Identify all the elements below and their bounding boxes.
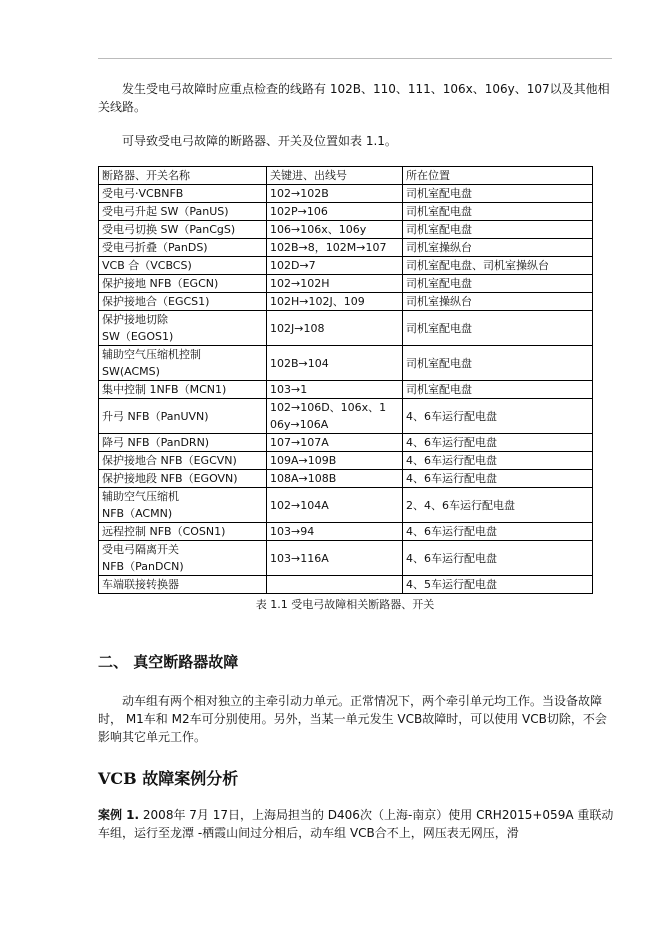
cell-location: 4、6车运行配电盘 (403, 434, 593, 452)
cell-name: 辅助空气压缩机控制 SW(ACMS) (99, 346, 267, 381)
header-cell-name: 断路器、开关名称 (99, 167, 267, 185)
cell-lines: 106→106x、106y (267, 221, 403, 239)
cell-lines: 102B→8，102M→107 (267, 239, 403, 257)
cell-lines: 102→102B (267, 185, 403, 203)
cell-location: 司机室配电盘 (403, 275, 593, 293)
cell-location: 司机室配电盘 (403, 346, 593, 381)
cell-lines: 102H→102J、109 (267, 293, 403, 311)
cell-lines: 108A→108B (267, 470, 403, 488)
table-row (99, 275, 593, 293)
cell-lines: 103→94 (267, 523, 403, 541)
table-row (99, 311, 593, 346)
cell-lines: 102D→7 (267, 257, 403, 275)
header-cell-location: 所在位置 (403, 167, 593, 185)
paragraph-traction-units: 动车组有两个相对独立的主牵引动力单元。正常情况下，两个牵引单元均工作。当设备故障时， M1车和 M2车可分别使用。另外，当某一单元发生 VCB故障时，可以使用 VCB切除，不会影响其它单元工作。 (98, 694, 607, 744)
header-cell-lines: 关键进、出线号 (267, 167, 403, 185)
cell-name: VCB 合（VCBCS) (99, 257, 267, 275)
cell-name: 受电弓·VCBNFB (99, 185, 267, 203)
cell-location: 司机室配电盘 (403, 221, 593, 239)
cell-lines: 109A→109B (267, 452, 403, 470)
cell-name: 受电弓切换 SW（PanCgS) (99, 221, 267, 239)
table-row (99, 541, 593, 576)
section-heading: 二、 真空断路器故障 (98, 653, 239, 671)
cell-lines: 102→104A (267, 488, 403, 523)
cell-lines: 102P→106 (267, 203, 403, 221)
cell-location: 4、6车运行配电盘 (403, 399, 593, 434)
cell-lines (267, 576, 403, 594)
cell-location: 司机室配电盘 (403, 381, 593, 399)
table-row (99, 221, 593, 239)
cell-name: 车端联接转换器 (99, 576, 267, 594)
cell-name: 辅助空气压缩机 NFB（ACMN) (99, 488, 267, 523)
cell-name: 远程控制 NFB（COSN1) (99, 523, 267, 541)
cell-location: 司机室操纵台 (403, 293, 593, 311)
table-row (99, 239, 593, 257)
cell-name: 集中控制 1NFB（MCN1) (99, 381, 267, 399)
cell-name: 保护接地切除 SW（EGOS1) (99, 311, 267, 346)
table-caption: 表 1.1 受电弓故障相关断路器、开关 (255, 598, 435, 611)
cell-name: 受电弓隔离开关 NFB（PanDCN) (99, 541, 267, 576)
table-row (99, 381, 593, 399)
table-row (99, 576, 593, 594)
table-header-row (99, 167, 593, 185)
cell-location: 司机室配电盘 (403, 185, 593, 203)
table-row (99, 523, 593, 541)
table-row (99, 434, 593, 452)
cell-lines: 102→106D、106x、1 06y→106A (267, 399, 403, 434)
breaker-switch-table (98, 166, 593, 594)
cell-name: 保护接地合（EGCS1) (99, 293, 267, 311)
case-analysis-heading: VCB 故障案例分析 (98, 769, 239, 788)
case-text: 2008年 7月 17日，上海局担当的 D406次（上海-南京）使用 CRH2015+059A 重联动车组，运行至龙潭 -栖霞山间过分相后，动车组 VCB合不上，网压表无网压，滑 (98, 808, 614, 840)
cell-lines: 107→107A (267, 434, 403, 452)
cell-lines: 102B→104 (267, 346, 403, 381)
cell-lines: 103→116A (267, 541, 403, 576)
table-row (99, 470, 593, 488)
cell-name: 受电弓升起 SW（PanUS) (99, 203, 267, 221)
cell-location: 4、6车运行配电盘 (403, 541, 593, 576)
cell-location: 2、4、6车运行配电盘 (403, 488, 593, 523)
table-row (99, 346, 593, 381)
table-row (99, 488, 593, 523)
table-row (99, 257, 593, 275)
cell-name: 受电弓折叠（PanDS) (99, 239, 267, 257)
table-row (99, 452, 593, 470)
cell-name: 保护接地 NFB（EGCN) (99, 275, 267, 293)
cell-name: 升弓 NFB（PanUVN) (99, 399, 267, 434)
cell-name: 保护接地合 NFB（EGCVN) (99, 452, 267, 470)
cell-lines: 102J→108 (267, 311, 403, 346)
cell-name: 保护接地段 NFB（EGOVN) (99, 470, 267, 488)
cell-location: 司机室配电盘 (403, 203, 593, 221)
cell-name: 降弓 NFB（PanDRN) (99, 434, 267, 452)
header-rule (98, 58, 612, 59)
cell-location: 4、5车运行配电盘 (403, 576, 593, 594)
cell-location: 司机室配电盘 (403, 311, 593, 346)
cell-lines: 103→1 (267, 381, 403, 399)
cell-location: 4、6车运行配电盘 (403, 452, 593, 470)
paragraph-key-lines: 发生受电弓故障时应重点检查的线路有 102B、110、111、106x、106y、107以及其他相关线路。 (98, 82, 610, 114)
table-row (99, 399, 593, 434)
cell-location: 4、6车运行配电盘 (403, 470, 593, 488)
table-row (99, 293, 593, 311)
cell-location: 司机室配电盘、司机室操纵台 (403, 257, 593, 275)
cell-lines: 102→102H (267, 275, 403, 293)
paragraph-table-intro: 可导致受电弓故障的断路器、开关及位置如表 1.1。 (122, 134, 397, 148)
case-label: 案例 1. (98, 808, 140, 822)
cell-location: 司机室操纵台 (403, 239, 593, 257)
table-row (99, 203, 593, 221)
table-row (99, 185, 593, 203)
cell-location: 4、6车运行配电盘 (403, 523, 593, 541)
paragraph-case-1 (98, 806, 614, 842)
